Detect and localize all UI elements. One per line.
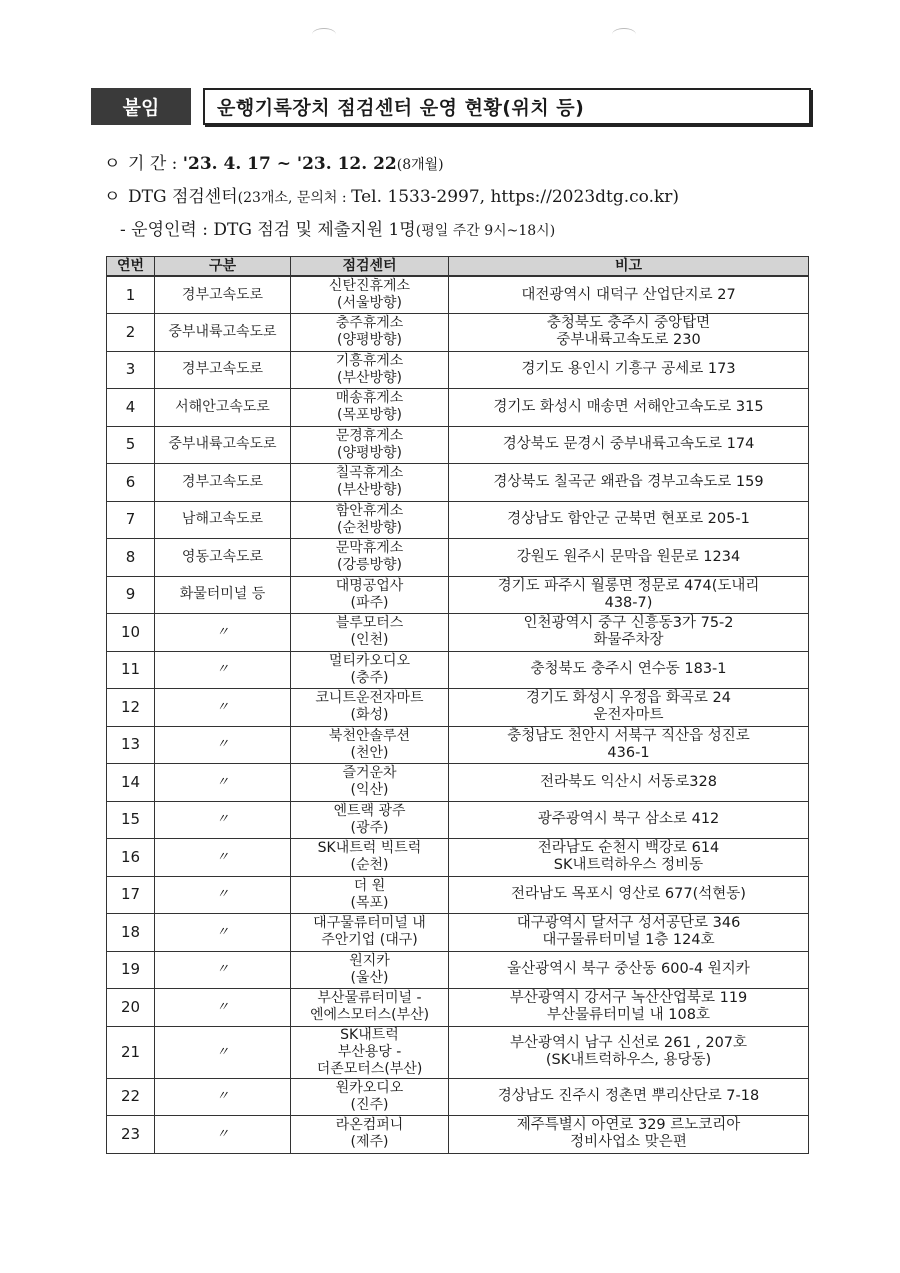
address-line: 충청남도 천안시 서북구 직산읍 성진로 — [507, 727, 750, 744]
row-address — [449, 951, 809, 989]
column-header-remarks: 비고 — [449, 257, 809, 277]
center-info-contact: Tel. 1533-2997, https://2023dtg.co.kr) — [351, 187, 680, 207]
address-line: 중부내륙고속도로 230 — [556, 332, 701, 349]
bullet-icon: ㅇ — [104, 187, 121, 207]
row-number: 18 — [107, 914, 155, 952]
row-address — [449, 389, 809, 427]
row-category: 〃 — [155, 1078, 291, 1116]
summary-lines — [104, 150, 804, 249]
center-line: (울산) — [350, 969, 389, 986]
center-line: 코니트운전자마트 — [315, 690, 424, 707]
center-line: (천안) — [350, 744, 389, 761]
row-center — [291, 501, 449, 539]
center-line: (목포) — [350, 894, 389, 911]
row-address — [449, 651, 809, 689]
address-line: 대전광역시 대덕구 산업단지로 27 — [521, 286, 736, 303]
row-number: 19 — [107, 951, 155, 989]
row-center — [291, 726, 449, 764]
address-line: 경기도 용인시 기흥구 공세로 173 — [521, 361, 736, 378]
center-line: 원카오디오 — [335, 1079, 404, 1096]
row-address — [449, 314, 809, 352]
document-title: 운행기록장치 점검센터 운영 현황(위치 등) — [203, 88, 811, 125]
row-category: 〃 — [155, 839, 291, 877]
row-address — [449, 464, 809, 502]
row-category: 〃 — [155, 764, 291, 802]
table-row — [107, 951, 809, 989]
row-address — [449, 1116, 809, 1154]
row-address — [449, 914, 809, 952]
address-line: 경상북도 문경시 중부내륙고속도로 174 — [502, 436, 755, 453]
table-row — [107, 576, 809, 614]
row-category: 경부고속도로 — [155, 464, 291, 502]
address-line: (SK내트럭하우스, 용당동) — [545, 1052, 712, 1068]
bullet-icon: ㅇ — [104, 154, 121, 174]
row-address — [449, 576, 809, 614]
row-category: 〃 — [155, 1116, 291, 1154]
address-line: 충청북도 충주시 연수동 183-1 — [530, 661, 727, 678]
row-address — [449, 351, 809, 389]
row-center — [291, 651, 449, 689]
table-header-row — [107, 257, 809, 277]
row-category: 경부고속도로 — [155, 351, 291, 389]
row-address — [449, 989, 809, 1027]
row-category: 영동고속도로 — [155, 539, 291, 577]
address-line: 436-1 — [607, 744, 650, 761]
center-line: 라온컴퍼니 — [335, 1117, 404, 1134]
row-number: 5 — [107, 426, 155, 464]
row-center — [291, 689, 449, 727]
table-row — [107, 389, 809, 427]
row-category: 〃 — [155, 651, 291, 689]
table-row — [107, 651, 809, 689]
row-address — [449, 726, 809, 764]
row-center — [291, 1116, 449, 1154]
address-line: 대구물류터미널 1층 124호 — [542, 932, 715, 949]
row-category: 〃 — [155, 689, 291, 727]
row-category: 서해안고속도로 — [155, 389, 291, 427]
row-address — [449, 689, 809, 727]
center-line: (순천) — [350, 857, 389, 874]
row-category: 〃 — [155, 726, 291, 764]
row-address — [449, 1078, 809, 1116]
address-line: 화물주차장 — [593, 632, 664, 649]
center-line: 신탄진휴게소 — [328, 278, 411, 294]
center-line: (양평방향) — [336, 332, 403, 349]
row-center — [291, 314, 449, 352]
center-line: (양평방향) — [336, 444, 403, 461]
row-category: 〃 — [155, 1026, 291, 1078]
row-center — [291, 351, 449, 389]
center-line: 부산물류터미널 - — [317, 990, 422, 1007]
row-number: 21 — [107, 1026, 155, 1078]
address-line: 부산광역시 강서구 녹산산업북로 119 — [509, 990, 748, 1007]
center-line: (화성) — [350, 707, 389, 724]
staff-line — [104, 216, 804, 249]
row-category: 〃 — [155, 876, 291, 914]
center-line: (광주) — [350, 819, 389, 836]
row-center — [291, 914, 449, 952]
address-line: 경기도 파주시 월롱면 정문로 474(도내리 — [497, 577, 760, 594]
row-address — [449, 839, 809, 877]
row-center — [291, 951, 449, 989]
table-row — [107, 426, 809, 464]
center-line: SK내트럭 빅트럭 — [317, 840, 422, 857]
row-center — [291, 614, 449, 652]
table-row — [107, 839, 809, 877]
column-header-center: 점검센터 — [291, 257, 449, 277]
row-address — [449, 876, 809, 914]
center-line: 즐거운차 — [342, 765, 397, 782]
row-category: 남해고속도로 — [155, 501, 291, 539]
row-category: 〃 — [155, 989, 291, 1027]
column-header-no: 연번 — [107, 257, 155, 277]
table-row — [107, 1026, 809, 1078]
address-line: 광주광역시 북구 삼소로 412 — [537, 811, 720, 828]
row-center — [291, 1078, 449, 1116]
address-line: 경상남도 진주시 정촌면 뿌리산단로 7-18 — [497, 1088, 760, 1105]
address-line: 충청북도 충주시 중앙탑면 — [546, 315, 711, 332]
row-number: 10 — [107, 614, 155, 652]
staff-text: - 운영인력 : DTG 점검 및 제출지원 1명 — [120, 220, 416, 240]
address-line: 강원도 원주시 문막읍 원문로 1234 — [516, 548, 741, 565]
table-row — [107, 726, 809, 764]
center-line: (목포방향) — [336, 407, 403, 424]
center-line: (강릉방향) — [336, 557, 403, 574]
row-number: 17 — [107, 876, 155, 914]
center-line: 주안기업 (대구) — [321, 932, 418, 949]
center-line: 문막휴게소 — [335, 540, 404, 557]
center-line: (익산) — [350, 782, 389, 799]
row-address — [449, 276, 809, 314]
center-line: (파주) — [350, 594, 389, 611]
center-line: (제주) — [350, 1134, 389, 1151]
center-line: (부산방향) — [336, 482, 403, 499]
row-category: 경부고속도로 — [155, 276, 291, 314]
row-category: 〃 — [155, 801, 291, 839]
center-line: 대명공업사 — [335, 577, 404, 594]
address-line: 부산광역시 남구 신선로 261 , 207호 — [509, 1035, 748, 1051]
center-line: (서울방향) — [336, 295, 403, 311]
center-line: 원지카 — [349, 952, 390, 969]
center-line: 함안휴게소 — [335, 502, 404, 519]
table-row — [107, 801, 809, 839]
address-line: 부산물류터미널 내 108호 — [547, 1007, 710, 1024]
row-address — [449, 764, 809, 802]
center-line: (충주) — [350, 669, 389, 686]
center-line: 기흥휴게소 — [335, 352, 404, 369]
table-row — [107, 876, 809, 914]
inspection-center-table — [106, 256, 809, 1154]
row-number: 20 — [107, 989, 155, 1027]
row-number: 16 — [107, 839, 155, 877]
period-line — [104, 150, 804, 183]
row-center — [291, 989, 449, 1027]
row-center — [291, 839, 449, 877]
row-address — [449, 1026, 809, 1078]
center-line: 블루모터스 — [335, 615, 404, 632]
punch-hole-mark-right — [612, 28, 636, 41]
table-row — [107, 689, 809, 727]
row-number: 7 — [107, 501, 155, 539]
row-center — [291, 876, 449, 914]
row-address — [449, 539, 809, 577]
center-line: (인천) — [350, 632, 389, 649]
center-line: 엔트랙 광주 — [333, 802, 406, 819]
row-center — [291, 576, 449, 614]
row-center — [291, 801, 449, 839]
table-row — [107, 989, 809, 1027]
row-category: 〃 — [155, 951, 291, 989]
row-category: 중부내륙고속도로 — [155, 314, 291, 352]
row-number: 23 — [107, 1116, 155, 1154]
row-number: 12 — [107, 689, 155, 727]
row-center — [291, 1026, 449, 1078]
row-number: 2 — [107, 314, 155, 352]
row-center — [291, 764, 449, 802]
address-line: SK내트럭하우스 정비동 — [553, 857, 704, 874]
address-line: 경기도 화성시 우정읍 화곡로 24 — [526, 690, 731, 707]
table-row — [107, 464, 809, 502]
row-center — [291, 426, 449, 464]
row-number: 8 — [107, 539, 155, 577]
row-number: 22 — [107, 1078, 155, 1116]
row-center — [291, 276, 449, 314]
row-number: 14 — [107, 764, 155, 802]
table-row — [107, 314, 809, 352]
center-line: (진주) — [350, 1096, 389, 1113]
period-range: '23. 4. 17 ~ '23. 12. 22 — [182, 154, 397, 174]
row-category: 〃 — [155, 914, 291, 952]
center-line: (부산방향) — [336, 369, 403, 386]
row-number: 3 — [107, 351, 155, 389]
document-header — [91, 88, 811, 125]
punch-hole-mark-left — [312, 28, 336, 41]
staff-hours: (평일 주간 9시~18시) — [415, 223, 556, 239]
row-address — [449, 614, 809, 652]
center-line: 부산용당 - — [337, 1043, 402, 1060]
address-line: 전라남도 목포시 영산로 677(석현동) — [511, 886, 746, 903]
address-line: 경상북도 칠곡군 왜관읍 경부고속도로 159 — [493, 473, 764, 490]
row-address — [449, 501, 809, 539]
table-row — [107, 1078, 809, 1116]
row-center — [291, 389, 449, 427]
address-line: 경상남도 함안군 군북면 현포로 205-1 — [507, 511, 750, 528]
row-center — [291, 464, 449, 502]
row-address — [449, 426, 809, 464]
center-line: 북천안솔루션 — [328, 727, 411, 744]
table-row — [107, 276, 809, 314]
row-number: 13 — [107, 726, 155, 764]
center-line: 칠곡휴게소 — [335, 465, 404, 482]
center-info-detail: (23개소, 문의처 : — [237, 190, 352, 206]
address-line: 울산광역시 북구 중산동 600-4 원지카 — [507, 961, 750, 978]
center-info-name: DTG 점검센터 — [128, 187, 238, 207]
address-line: 경기도 화성시 매송면 서해안고속도로 315 — [493, 398, 764, 415]
table-row — [107, 351, 809, 389]
row-number: 15 — [107, 801, 155, 839]
address-line: 운전자마트 — [593, 707, 664, 724]
center-line: 더존모터스(부산) — [316, 1060, 423, 1077]
center-line: 엔에스모터스(부산) — [309, 1007, 430, 1024]
row-number: 6 — [107, 464, 155, 502]
table-row — [107, 764, 809, 802]
row-number: 4 — [107, 389, 155, 427]
row-number: 1 — [107, 276, 155, 314]
table-row — [107, 539, 809, 577]
row-category: 화물터미널 등 — [155, 576, 291, 614]
table-row — [107, 1116, 809, 1154]
row-number: 11 — [107, 651, 155, 689]
column-header-category: 구분 — [155, 257, 291, 277]
row-number: 9 — [107, 576, 155, 614]
center-line: 멀티카오디오 — [328, 652, 411, 669]
table-row — [107, 501, 809, 539]
address-line: 전라남도 순천시 백강로 614 — [537, 840, 720, 857]
address-line: 대구광역시 달서구 성서공단로 346 — [516, 915, 741, 932]
center-line: 문경휴게소 — [335, 427, 404, 444]
address-line: 전라북도 익산시 서동로328 — [540, 773, 717, 790]
address-line: 438-7) — [604, 594, 653, 611]
attachment-badge: 붙임 — [91, 88, 191, 125]
address-line: 제주특별시 아연로 329 르노코리아 — [516, 1117, 741, 1134]
row-address — [449, 801, 809, 839]
center-line: 대구물류터미널 내 — [313, 915, 426, 932]
center-line: 매송휴게소 — [335, 390, 404, 407]
table-row — [107, 914, 809, 952]
center-line: 충주휴게소 — [335, 315, 404, 332]
row-center — [291, 539, 449, 577]
period-months: (8개월) — [396, 157, 444, 173]
address-line: 정비사업소 맞은편 — [570, 1134, 687, 1151]
table-row — [107, 614, 809, 652]
period-label: 기 간 : — [128, 154, 183, 174]
row-category: 중부내륙고속도로 — [155, 426, 291, 464]
center-line: 더 원 — [353, 877, 386, 894]
center-line: SK내트럭 — [340, 1026, 399, 1043]
row-category: 〃 — [155, 614, 291, 652]
center-info-line — [104, 183, 804, 216]
address-line: 인천광역시 중구 신흥동3가 75-2 — [523, 615, 734, 632]
center-line: (순천방향) — [336, 519, 403, 536]
